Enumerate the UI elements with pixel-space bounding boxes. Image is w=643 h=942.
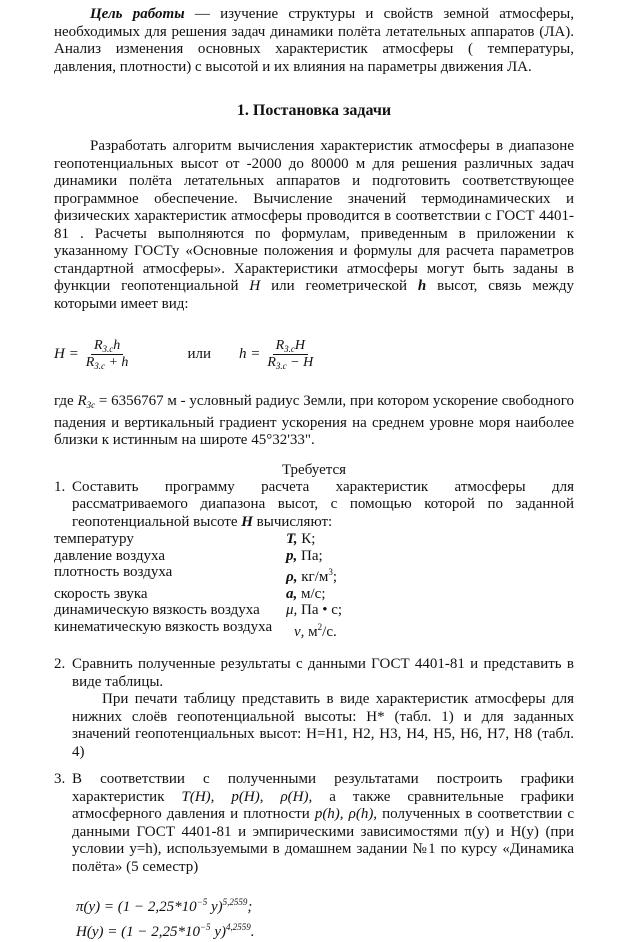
required-item-1: 1. Составить программу расчета характеристик атмосферы для рассматриваемого диапазона высот, с помощью которой по заданной геопотенциальной высоте H вычисляют:	[54, 478, 574, 530]
radius-paragraph: где $R_{Зс} = 6356767$ м - условный радиус Земли, при котором ускорение свободного падения и вертикальный градиент ускорения на среднем уровне моря наиболее близки к истинным на широте 45°32'33".	[54, 393, 574, 448]
required-title: Требуется	[281, 461, 347, 478]
section-title: 1. Постановка задачи	[236, 102, 392, 119]
required-item-2: 2. Сравнить полученные результаты с данными ГОСТ 4401-81 и представить в виде таблицы. При печати таблицу представить в виде характеристик атмосферы для нижних слоёв геопотенциальной высоты: H* (табл. 1) и для заданных значений геопотенциальных высот: H=H1, H2, H3, H4, H5, H6, H7, H8 (табл. 4)	[54, 656, 574, 760]
intro-paragraph: Разработать алгоритм вычисления характеристик атмосферы в диапазоне геопотенциальных высот от -2000 до 80000 м для решения различных задач динамики полёта летательных аппаратов и подготовить соответствующее программное обеспечение. Вычисление значений термодинамических и физических характеристик атмосферы проводится в соответствии с ГОСТ 4401-81 . Расчеты выполняются по формулам, приведенным в приложении к указанному ГОСТу «Основные положения и формулы для расчета параметров стандартной атмосферы». Характеристики атмосферы могут быть заданы в функции геопотенциальной H или геометрической h высот, связь между которыми имеет вид:	[54, 138, 574, 312]
required-item-3: 3. В соответствии с полученными результатами построить графики характеристик T(H), p(H), ρ(H), а также сравнительные графики атмосферного давления и плотности p(h), ρ(h), полученных в соответствии с данными ГОСТ 4401-81 и эмпирическими зависимостями π(y) и H(y) (при условии y=h), используемыми в домашнем задании №1 по курсу «Динамика полёта» (5 семестр)	[54, 771, 574, 875]
fraction-right: $\frac{R_{З.с}H}{R_{З.с} - H}$	[267, 337, 314, 371]
goal-label: Цель работы	[90, 6, 185, 22]
h-formula: $H(y) = (1 - 2,25*10^{-5}$ y)$^{4,2559}$.	[76, 922, 255, 940]
param-row: кинематическую вязкость воздуха ν, $м^2/с$.	[54, 618, 337, 640]
pi-formula: $\pi(y) = (1 - 2,25*10^{-5}$ y)$^{5,2559}$;	[76, 897, 253, 915]
goal-text: изучение структуры и свойств земной атмосферы, необходимых для решения задач динамики полёта летательных аппаратов (ЛА). Анализ изменения основных характеристик атмосферы ( температуры, давления, плотности) с высотой и их влияния на параметры движения ЛА.	[54, 6, 574, 75]
param-row: плотность воздуха ρ, $кг/м^3$;	[54, 564, 338, 585]
param-row: скорость звука a, м/с;	[54, 585, 326, 602]
param-row: динамическую вязкость воздуха μ, Па • с;	[54, 602, 343, 618]
goal-paragraph: Цель работы — изучение структуры и свойств земной атмосферы, необходимых для решения задач динамики полёта летательных аппаратов (ЛА). Анализ изменения основных характеристик атмосферы ( температуры, давления, плотности) с высотой и их влияния на параметры движения ЛА.	[54, 6, 574, 75]
parameter-list	[54, 531, 574, 640]
param-row: температуру T, К;	[54, 531, 316, 547]
fraction-left: $\frac{R_{З.с}h}{R_{З.с} + h}$	[85, 337, 129, 371]
empirical-formulas	[76, 892, 574, 942]
document-page	[54, 6, 574, 942]
height-relation-formula: H = $\frac{R_{З.с}h}{R_{З.с} + h}$ или h = $\frac{R_{З.с}H}{R_{З.с} - H}$	[54, 333, 574, 375]
param-row: давление воздуха p, Па;	[54, 547, 323, 564]
or-label: или	[187, 345, 211, 362]
